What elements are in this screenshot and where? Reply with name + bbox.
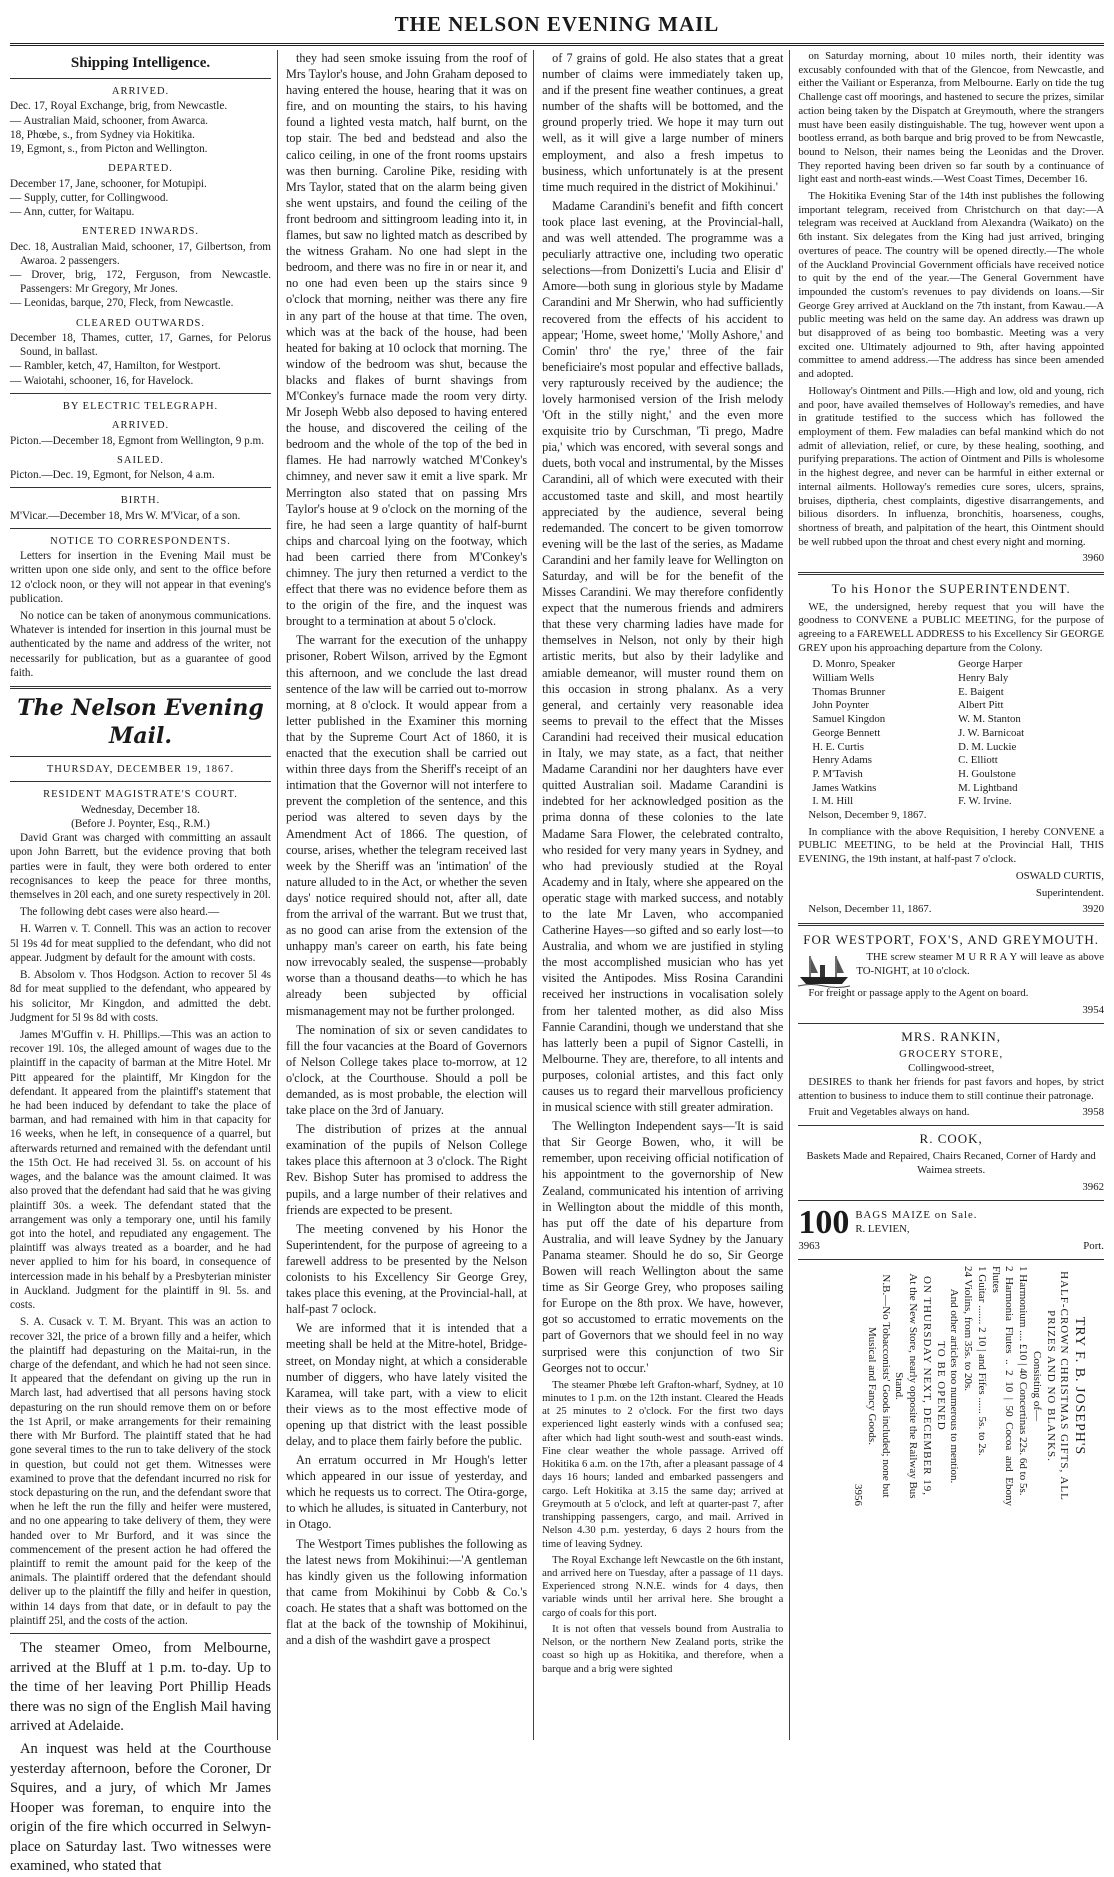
shipping-title: Shipping Intelligence. (70, 55, 211, 71)
column-3 (542, 50, 790, 1740)
tel-sailed-heading: SAILED. (117, 454, 164, 466)
signatory: Albert Pitt (958, 699, 1004, 712)
signatory: H. Goulstone (958, 767, 1016, 780)
joseph-title: TRY F. B. JOSEPH'S (1072, 1317, 1088, 1456)
article-paragraph: Madame Carandini's benefit and fifth concert took place last evening, at the Provincial-hall, and was well attended. The programme was a peculiarly attractive one, including two operatic selections—from Donizetti's Lucia and Elisir d' Amore—both sung in glorious style by Madame Carandini and Mr Sherwin, who had sufficiently recovered from the effects of his accident to appear; 'Home, sweet home,' 'Molly Ashore,' and Comin' thro' the rye,' three of the fair beneficiaire's most popular and effective ballads, very rapturously received by the audience; the lovely harmonised version of the Irish melody 'Oft in the stilly night,' and the even more exquisite trio by Curschman, 'Ti prego, Madre pia,' which was encored, with several songs and duets, both vocal and instrumental, by the Misses Carandini, all of which were executed with their accustomed taste and skill, and most heartily appreciated by the audience, several being redemanded. The concert to be given tomorrow evening will be the last of the series, as Madame Carandini and her family leave for Wellington on Saturday, and will be for the benefit of the Misses Carandini. We may therefore confidently expect that the numerous friends and admirers that these very charming ladies have made for themselves in Nelson, not only by their high artistic merits, but also by their ladylike and amiable demeanor, will muster round them on this occasion in strong phalanx. As a very general, and certainly very reasonable idea seems to prevail to the effect that the Misses Carandini had received their musical education in Italy, we may state, as a fact, that neither Madame Carandini nor her daughters have ever quitted Australian soil. Madame Carandini is indebted for her acknowledged position as the prima donna of these colonies to the late Madame Sara Flower, the celebrated contralto, who resided for very many years in Sydney, and who had previously studied at the Royal Academy and in Italy, where she appeared on the operatic stage with marked success, and notably to the late Mr Laven, who accompanied Catherine Hayes—so gifted and so early lost—to Australia, and whom we are justified in styling the most accomplished musician who has yet visited the Antipodes. Miss Rosina Carandini received her instructions in vocalisation solely from her talented mother, as did also Miss Fannie Carandini, though we understand that she has latterly been a pupil of Signor Castelli, in Melbourne. They are, therefore, to all intents and purposes, colonial artistes, and this fact only causes us to regard their marvellous proficiency in musical science with still greater admiration. (542, 198, 784, 1115)
article-paragraph: The Royal Exchange left Newcastle on the 6th instant, and arrived here on Tuesday, after a passage of 11 days. Experienced strong N.N.E. winds for 4 days, then variable winds until her arrival here. She brought a cargo of coals for this port. (542, 1554, 784, 1619)
signatory: George Harper (958, 658, 1023, 671)
shipping-entry: — Rambler, ketch, 47, Hamilton, for Westport. (10, 360, 221, 373)
article-paragraph: The Wellington Independent says—'It is said that Sir George Bowen, who, it will be remember, upon receiving official notification of his appointment to the governorship of New Zealand, communicated his intention of arriving in Wellington about the middle of this month, has put off the date of his departure from Australia, and will leave Sydney by the January Panama steamer. Should he do so, Sir George Bowen will reach Wellington about the same time as Sir George Grey, who proposes sailing for Europe on the 8th prox. We have, however, got so accustomed to erratic movements on the part of Governors that we should feel in no way surprised were this conjunction of two Sir Georges not to occur.' (542, 1119, 784, 1375)
maize-port: Port. (1083, 1239, 1104, 1252)
signatory: I. M. Hill (812, 795, 854, 808)
ad-number: 3960 (1082, 552, 1104, 565)
shipping-entry: — Australian Maid, schooner, from Awarca. (10, 114, 208, 127)
court-reports (10, 831, 271, 1628)
ad-number: 3958 (1082, 1106, 1104, 1119)
shipping-entry: December 17, Jane, schooner, for Motupipi. (10, 177, 207, 190)
shipping-entry: Dec. 18, Australian Maid, schooner, 17, Gilbertson, from Awaroa. 2 passengers. (10, 240, 272, 267)
court-heading: RESIDENT MAGISTRATE'S COURT. (43, 789, 238, 801)
divider (10, 78, 271, 79)
signatory: James Watkins (812, 781, 877, 794)
article-paragraph: The meeting convened by his Honor the Superintendent, for the purpose of agreeing to a farewell address to be presented by the Nelson colonists to his Excellency Sir George Grey, takes place this evening, at the Provincial-hall, at half-past 7 oclock. (286, 1221, 528, 1317)
article-paragraph: The Westport Times publishes the following as the latest news from Mokihinui:—'A gentleman has kindly given us the following information that came from Mokihinui by Cobb & Co.'s coach. He states that a shaft was bottomed on the flat at the back of the township of Mokihinui, and a dish of the washdirt gave a prospect (286, 1536, 528, 1648)
column-4-paragraphs (798, 50, 1104, 549)
shipping-entry: December 18, Thames, cutter, 17, Garnes, for Pelorus Sound, in ballast. (10, 331, 272, 359)
superintendent-role: Superintendent. (1035, 886, 1104, 899)
shipping-entry: — Drover, brig, 172, Ferguson, from Newcastle. Passengers: Mr Gregory, Mr Jones. (10, 269, 272, 296)
superintendent-date: Nelson, December 9, 1867. (808, 809, 927, 822)
cook-text: Baskets Made and Repaired, Chairs Recaned, Corner of Hardy and Waimea streets. (806, 1150, 1096, 1177)
column-3-small-paragraphs (542, 1379, 783, 1676)
rankin-street: Collingwood-street, (908, 1062, 995, 1075)
divider (10, 487, 271, 488)
article-paragraph: S. A. Cusack v. T. M. Bryant. This was an action to recover 32l, the price of a brown filly and a heifer, which the plaintiff had depasturing on the Maitai-run, in the charge of the defendant, and which he had not seen since. It appeared that the defendant on giving up the run in March last, had advertised that all persons having stock depasturing on the run should remove them on or before the 1st April, or make arrangements for their remaining there with Mr Burford. The plaintiff stated that he had gone several times to the run to take delivery of the stock in question, but could not get them. Witnesses were examined to prove that the defendant incurred no risk for stock depasturing on the run, and the defendant swore that when he left the run the filly and heifer were mustered, and no one appearing to take delivery of them, they were handed over to Mr Burford, and it was since the commencement of the present action he had offered the plaintiff to remit the amount paid for the keep of the animals. The plaintiff ordered that the defendant should deliver up to the plaintiff the filly and heifer in question, within 14 days from that date, or in default to pay the plaintiff 25l, and the costs of the action. (10, 1316, 272, 1627)
superintendent-title: To his Honor the SUPERINTENDENT. (831, 581, 1071, 597)
departed-heading: DEPARTED. (108, 163, 173, 175)
superintendent-date-2 (798, 903, 1104, 917)
article-paragraph: We are informed that it is intended that a meeting shall be held at the Mitre-hotel, Bridge-street, on Monday night, at which a considerable number of diggers, who have lately visited the Karamea, will take part, with a view to elicit their views as to the most effective mode of opening up that district with the least possible delay, and to place them fairly before the public. (286, 1321, 528, 1448)
cleared-heading: CLEARED OUTWARDS. (76, 317, 205, 329)
column-2 (286, 50, 534, 1740)
article-paragraph: It is not often that vessels bound from Australia to Nelson, or the northern New Zealand ports, strike the coast so high up as Hokitika, and therefore, when a barque and a brig were sighted (542, 1623, 784, 1675)
article-paragraph: The Hokitika Evening Star of the 14th inst publishes the following important telegram, received from Christchurch on that day:—A telegram was received at Auckland from Alexandra (Waikato) on the 6th instant. Six delegates from the King had just arrived, bringing overtures of peace. The country will be opened directly.—The whole of the Auckland Provincial Government officials have received notice to quit by the end of the year.—The General Government have impounded the custom's revenues to pay dividends on loans.—Sir George Grey arrived at Auckland on the 7th instant, from Kawau.—A public meeting was held on the same day. An address was drawn up but disapproved of as being too bombastic. Meeting was a very excited one. Ultimately adjourned to 9th, after having appointed committee to amend address.—The address has since been amended and adopted. (798, 190, 1104, 381)
signatory: W. M. Stanton (958, 713, 1021, 726)
maize-footer (798, 1240, 1104, 1254)
maize-details (855, 1209, 977, 1236)
column-1 (10, 50, 278, 1875)
joseph-item: 2 Harmonia Flutes .. 2 10 | 50 Cocoa and Ebony Flutes (990, 1266, 1016, 1507)
article-paragraph: No notice can be taken of anonymous communications. Whatever is intended for insertion in this journal must be authenticated by the name and address of the writer, not necessarily for publication, but as a guarantee of good faith. (10, 610, 272, 679)
joseph-where: At the New Store, nearly opposite the Railway Bus Stand. (893, 1273, 920, 1499)
signatory: E. Baigent (958, 685, 1004, 698)
westport-text: THE screw steamer M U R R A Y will leave as above TO-NIGHT, at 10 o'clock. (856, 951, 1104, 978)
column-2-paragraphs (286, 50, 527, 1648)
joseph-day: ON THURSDAY NEXT, DECEMBER 19, (921, 1276, 934, 1497)
cook-title: R. COOK, (919, 1130, 983, 1146)
ad-number: 3962 (1082, 1180, 1104, 1193)
superintendent-reply: In compliance with the above Requisition, I hereby CONVENE a PUBLIC MEETING, to be held at the Provincial Hall, THIS EVENING, the 19th instant, at half-past 7 o'clock. (798, 825, 1104, 866)
ad-number: 3920 (1082, 903, 1104, 916)
westport-title: FOR WESTPORT, FOX'S, AND GREYMOUTH. (803, 931, 1100, 947)
signatory: Henry Baly (958, 672, 1009, 685)
joseph-items (961, 1266, 1030, 1506)
tel-arrived: Picton.—December 18, Egmont from Wellington, 9 p.m. (10, 434, 264, 447)
signatory: Samuel Kingdon (812, 713, 886, 726)
signatory: M. Lightband (958, 781, 1018, 794)
column-3-paragraphs (542, 50, 783, 1376)
westport-ad (798, 951, 1104, 1017)
entered-heading: ENTERED INWARDS. (82, 226, 199, 238)
article-paragraph: of 7 grains of gold. He also states that a great number of claims were immediately taken up, and if the present fine weather continues, a great number of the shafts will be bottomed, and the ground properly tried. We hope it may turn out well, as it will give a large number of miners employment, and also a fresh impetus to business, which unfortunately is at the present time much required in the district of Mokihinui.' (542, 51, 784, 194)
signatory: C. Elliott (958, 754, 998, 767)
shipping-entry: 19, Egmont, s., from Picton and Wellington. (10, 143, 208, 156)
joseph-item: 1 Guitar ....... 2 10 | and Fifes ...... 5s. to 2s. (976, 1266, 989, 1457)
shipping-entry: 18, Phœbe, s., from Sydney via Hokitika. (10, 128, 195, 141)
maize-ad (798, 1203, 1104, 1241)
article-paragraph: James M'Guffin v. H. Phillips.—This was an action to recover 19l. 10s, the alleged amount of wages due to the plaintiff in the capacity of barman at the Mitre Hotel. Mr Pitt appeared for the plaintiff, Mr Kingdon for the defendant. It appeared from the plaintiff's statement that he had been induced by defendant to take the place of barman, and had remained with him in that capacity for 16 weeks, when he left, in consequence of a quarrel, but afterwards returned and remained with the defendant until the 15th Oct. He had received 3l. 5s. on account of his wages, and the balance was the amount claimed. It was also proved that the defendant had said that he was giving plaintiff 30s. a week. The defendant stated that the arrangement was only a temporary one, until his family got into the hotel, and repudiated any engagement. The plaintiff was always treated as a boarder, and he had never applied to him for his board, in consequence of intercession made in his behalf by a Presbyterian minister in Auckland. Judgment for the plaintiff in 9l. 5s. and costs. (10, 1028, 272, 1312)
notice-text (10, 549, 271, 680)
rankin-text: DESIRES to thank her friends for past favors and hopes, by strict attention to business to induce them to still continue their patronage. (798, 1075, 1104, 1102)
joseph-consisting: Consisting of— (1031, 1351, 1044, 1422)
signatory: Henry Adams (812, 754, 873, 767)
maize-quantity: 100 (798, 1203, 850, 1241)
rankin-subtitle: GROCERY STORE, (899, 1048, 1004, 1061)
arrived-heading: ARRIVED. (111, 86, 170, 98)
article-paragraph: The nomination of six or seven candidates to fill the four vacancies at the Board of Governors of Nelson College takes place to-morrow, at 12 o'clock, at the Courthouse. Should a poll be demanded, as is most probable, the election will take place on the 3rd of January. (286, 1022, 528, 1118)
signatory: George Bennett (812, 726, 881, 739)
divider (10, 781, 271, 782)
rankin-title: MRS. RANKIN, (901, 1028, 1002, 1044)
columns (10, 50, 1104, 1875)
joseph-other: And other articles too numerous to mention. (948, 1288, 961, 1484)
omeo-news: The steamer Omeo, from Melbourne, arrived at the Bluff at 1 p.m. to-day. Up to the time of her leaving Port Phillip Heads there was no sign of the English Mail having arrived at Adelaide. (10, 1640, 272, 1735)
signatories (798, 658, 1104, 809)
cleared-list (10, 331, 271, 388)
divider (798, 923, 1104, 926)
notice-heading: NOTICE TO CORRESPONDENTS. (50, 535, 231, 547)
superintendent-signature: OSWALD CURTIS, (1015, 869, 1104, 882)
article-paragraph: The steamer Phœbe left Grafton-wharf, Sydney, at 10 minutes to 1 p.m. on the 12th instant. Cleared the Heads at 25 minutes to 2 o'clock. For the first two days experienced light easterly winds with a confused sea; after which had light south-west and south-east winds. Fine clear weather the whole passage. Arrived off Hokitika 6 a.m. on the 17th, after a pleasant passage of 4 days 16 hours; landed and embarked passengers and cargo. Left Hokitika at 3.15 the same day; arrived at Greymouth at 5 o'clock, and left at quarter-past 7, after transhipping passengers, cargo, and mail. Arrived in Nelson 4.30 p.m. yesterday, 6 days 2 hours from the time of leaving Sydney. (542, 1379, 784, 1550)
superintendent-request: WE, the undersigned, hereby request that you will have the goodness to CONVENE a PUBLIC MEETING, for the purpose of agreeing to a FAREWELL ADDRESS to his Excellency Sir GEORGE GREY upon his approaching departure from the Colony. (798, 600, 1104, 654)
article-paragraph: on Saturday morning, about 10 miles north, their identity was excusably confounded with that of the Glencoe, from Newcastle, and either the Vailiant or Esperanza, from Melbourne. Early on tide the tug Challenge cast off moorings, and hastened to secure the prizes, similar action being taken by the Dispatch at Greymouth, where the strangers must have been easily distinguishable. The tug, however went upon a bootless errand, as both barque and brig proved to be from Newcastle, bound to Nelson, their names being the Leonidas and the Drover. They reported having been driven so far south by a continuance of light east and north-east winds.—West Coast Times, December 16. (798, 50, 1104, 186)
shipping-entry: Dec. 17, Royal Exchange, brig, from Newcastle. (10, 100, 228, 113)
divider (798, 1125, 1104, 1126)
signatory: John Poynter (812, 699, 870, 712)
divider (10, 756, 271, 757)
entered-list (10, 240, 271, 311)
article-paragraph: Letters for insertion in the Evening Mail must be written upon one side only, and sent to the office before 12 o'clock noon, or they will not appear in that evening's publication. (10, 550, 272, 605)
divider (10, 393, 271, 394)
tel-sailed: Picton.—Dec. 19, Egmont, for Nelson, 4 a.m. (10, 469, 215, 482)
article-paragraph: Holloway's Ointment and Pills.—High and low, old and young, rich and poor, have availed themselves of Holloway's remedies, and have in gratitude testified to the success which has followed the employment of them. Few maladies can befal mankind which do not admit of alleviation, relief, or cure, by these healing, soothing, and purifying preparations. The action of Ointment and Pills is wholesome in the highest degree, and never can be harmful in either external or internal ailments. Holloway's remedies cure sores, ulcers, sprains, bruises, diptheria, chest complaints, digestive disarrangements, and bilious disorders. In influenza, bronchitis, hoarseness, coughs, shortness of breath, and palpitation of the heart, this Ointment should be well rubbed upon the throat and chest every night and morning. (798, 384, 1104, 548)
joseph-ad-rotated (851, 1266, 1089, 1506)
signatory: D. M. Luckie (958, 740, 1017, 753)
signatory: F. W. Irvine. (958, 795, 1012, 808)
article-paragraph: David Grant was charged with committing an assault upon John Barrett, but the evidence proving that both parties were in fault, they were both ordered to enter recognisances to keep the peace for three months, themselves in 20l each, and one surety respectively in 20l. (10, 832, 272, 901)
signatory: D. Monro, Speaker (812, 658, 896, 671)
article-paragraph: B. Absolom v. Thos Hodgson. Action to recover 5l 4s 8d for meat supplied to the defendant, who appeared by his solicitor, Mr Kingdon, and admitted the debt. Judgment for 5l 9s 8d with costs. (10, 969, 272, 1024)
maize-seller: R. LEVIEN, (855, 1222, 910, 1235)
divider (798, 1200, 1104, 1201)
joseph-item: 1 Harmonium .... £10 | 40 Concertinas 22s. 6d to 5s. (1017, 1266, 1030, 1496)
divider (10, 528, 271, 529)
rankin-fruit-text: Fruit and Vegetables always on hand. (808, 1106, 970, 1119)
issue-date: THURSDAY, DECEMBER 19, 1867. (46, 764, 235, 775)
article-paragraph: they had seen smoke issuing from the roof of Mrs Taylor's house, and John Graham deposed to having entered the house, hearing that it was on fire, and on mounting the stairs, to his having found a lighted vesta match, half burnt, on the top stair. The bed and bedstead and also the calico ceiling, in one of the front rooms upstairs was then burning. Caroline Pike, residing with Mrs Taylor, stated that on the alarm being given she went upstairs, and found the ceiling of the front bedroom and sittingroom leading into it, in flames, but saw no lighted match as described by the witness Graham. No one had slept in the bedroom, and there was no fire in or near it, and no one had even been up the stairs since 9 o'clock that morning, neither was there any fire in any part of the house at that time. The oven, which was at the back of the house, had been heated for baking at 10 oclock that morning. The window of the bedroom was shut, because the blacks and flakes of burnt shavings from M'Conkey's furnace made the room very dirty. Mr Joseph Webb also deposed to having entered the house, and discovered the ceiling of the bedroom and the whole of the top of the bed in flames. He had narrowly watched M'Conkey's chimney, and never saw it emit a live spark. Mr Merrington also stated that on passing Mrs Taylor's house at 9 o'clock on the morning of the fire, he had seen a large quantity of half-burnt chips and charcoal lying on the footway, which had been carried there from M'Conkey's chimney. The jury then returned a verdict to the effect that there was no evidence before them as to the origin of the fire, and the inquest was brought to a termination at about 5 o'clock. (286, 51, 528, 629)
article-paragraph: H. Warren v. T. Connell. This was an action to recover 5l 19s 4d for meat supplied to the defendant, who did not appear. Judgment by default for the amount with costs. (10, 923, 272, 964)
article-paragraph: The following debt cases were also heard.— (20, 906, 220, 919)
shipping-entry: — Ann, cutter, for Waitapu. (10, 206, 135, 219)
signatory: William Wells (812, 672, 875, 685)
divider (10, 1633, 271, 1634)
date-text: Nelson, December 11, 1867. (808, 903, 932, 916)
ad-number: 3954 (1082, 1004, 1104, 1017)
court-day: Wednesday, December 18. (81, 803, 200, 816)
westport-text-2: For freight or passage apply to the Agent on board. (808, 987, 1029, 1000)
signatory: P. M'Tavish (812, 767, 863, 780)
article-paragraph: An erratum occurred in Mr Hough's letter which appeared in our issue of yesterday, and which he requests us to correct. The Otira-gorge, to which he alludes, is situated in Canterbury, not in Otago. (286, 1453, 528, 1532)
divider (10, 686, 271, 689)
ad-number: 3956 (852, 1484, 865, 1507)
column-4 (798, 50, 1104, 1740)
joseph-item: 24 Violins, from 35s. to 20s. (962, 1266, 975, 1392)
shipping-entry: — Supply, cutter, for Collingwood. (10, 191, 169, 204)
masthead: THE NELSON EVENING MAIL (10, 8, 1104, 46)
article-paragraph: The distribution of prizes at the annual examination of the pupils of Nelson College takes place this afternoon at 3 o'clock. The Right Rev. Bishop Suter has promised to address the pupils, and a large number of their relatives and friends are expected to be present. (286, 1122, 528, 1217)
birth-heading: BIRTH. (120, 495, 161, 507)
joseph-nb: N.B.—No Tobacconists' Goods included; none but Musical and Fancy Goods. (866, 1274, 893, 1498)
ad-number: 3963 (798, 1239, 820, 1252)
rankin-fruit (798, 1106, 1104, 1120)
maize-text: BAGS MAIZE on Sale. (855, 1208, 978, 1221)
divider (798, 572, 1104, 575)
article-paragraph: The warrant for the execution of the unhappy prisoner, Robert Wilson, arrived by the Egmont this afternoon, and we conclude the last dread sentence of the law will be carried out to-morrow morning, at 8 o'clock. It would appear from a letter published in the Examiner this morning that by the Supreme Court Act of 1860, it is enacted that the execution shall be carried out within three days from the Sheriff's receipt of an intimation that the Governor will not interfere to prevent the completion of the sentence, and this period was altered to seven days by the Amendment Act of 1866. The question, of course, arises, whether the telegram received last week by the Sheriff was an 'intimation' of the nature alluded to in the Act, or whether the seven days' notice required should not, after all, date from the arrival of the warrant. But we trust that, as no good can arise from the extension of the unhappy man's career on earth, his fate being now irrevocably sealed, the suspense—probably worse than a thousand deaths—to which he has already been subjected by official mismanagement may not be further prolonged. (286, 633, 528, 1018)
tel-arrived-heading: ARRIVED. (111, 420, 170, 432)
arrived-list (10, 99, 271, 156)
telegraph-heading: BY ELECTRIC TELEGRAPH. (62, 400, 219, 412)
signatory: J. W. Barnicoat (958, 726, 1025, 739)
shipping-entry: — Leonidas, barque, 270, Fleck, from Newcastle. (10, 297, 234, 310)
signatory: Thomas Brunner (812, 685, 886, 698)
steamship-icon (798, 953, 850, 987)
court-before: (Before J. Poynter, Esq., R.M.) (71, 817, 210, 830)
joseph-subtitle: HALF-CROWN CHRISTMAS GIFTS, ALL PRIZES AND NO BLANKS. (1045, 1271, 1071, 1502)
departed-list (10, 177, 271, 220)
joseph-opened: TO BE OPENED (935, 1341, 948, 1431)
paper-title: The Nelson Evening Mail. (17, 695, 264, 750)
signatory: H. E. Curtis (812, 740, 864, 753)
shipping-entry: — Waiotahi, schooner, 16, for Havelock. (10, 374, 194, 387)
divider (798, 1023, 1104, 1024)
inquest-news: An inquest was held at the Courthouse yesterday afternoon, before the Coroner, Dr Squires, and a jury, of which Mr James Hooper was foreman, to enquire into the origin of the fire which occurred in Selwyn-place on Saturday last. Two witnesses were examined, who stated that (10, 1740, 272, 1875)
birth-notice: M'Vicar.—December 18, Mrs W. M'Vicar, of a son. (10, 509, 241, 522)
joseph-ad (798, 1259, 1104, 1510)
